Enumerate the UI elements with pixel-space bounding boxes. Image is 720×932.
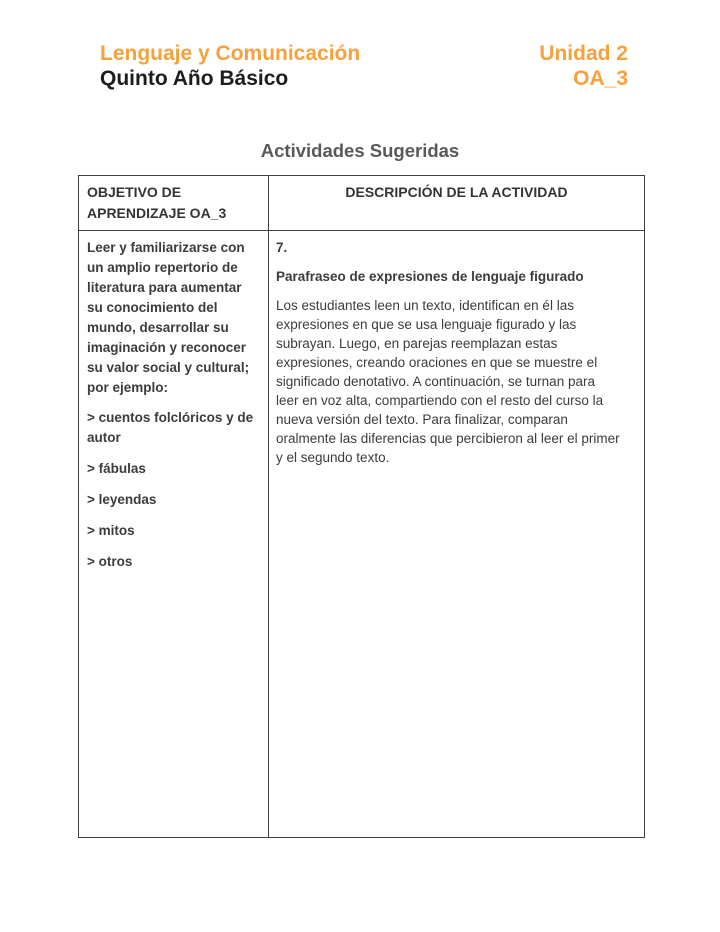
objective-intro-text: Leer y familiarizarse con un amplio repertorio de literatura para aumentar su conocimiento del mundo, desarrollar su imaginación y reconocer su valor social y cultural; por ejemplo: (87, 240, 250, 395)
subject-title: Lenguaje y Comunicación (100, 42, 361, 65)
page-title: Actividades Sugeridas (260, 140, 460, 161)
activity-description-text: Los estudiantes leen un texto, identifican en él las expresiones en que se usa lenguaje figurado y las subrayan. Luego, en parejas reemplazan estas expresiones, creando oraciones en que se muestre el significado denotativo. A continuación, se turnan para leer en voz alta, compartiendo con el resto del curso la nueva versión del texto. Para finalizar, comparan oralmente las diferencias que percibieron al leer el primer y el segundo texto. (276, 298, 620, 465)
column-header-description: DESCRIPCIÓN DE LA ACTIVIDAD (269, 176, 645, 231)
objective-cell (79, 231, 269, 838)
objective-list-item: > leyendas (87, 492, 157, 507)
activity-description-cell (269, 231, 645, 838)
activity-title: Parafraseo de expresiones de lenguaje figurado (276, 269, 584, 284)
activities-table (78, 175, 645, 838)
unit-label: Unidad 2 (539, 42, 628, 65)
table-header-row (79, 176, 645, 231)
activity-number: 7. (276, 240, 288, 255)
table-row (79, 231, 645, 838)
objective-list-item: > mitos (87, 523, 135, 538)
objective-list-item: > otros (87, 554, 133, 569)
column-header-objective: OBJETIVO DE APRENDIZAJE OA_3 (79, 176, 269, 231)
document-header-right (539, 41, 628, 91)
grade-subtitle: Quinto Año Básico (100, 67, 289, 90)
document-header-left (100, 41, 360, 91)
objective-list-item: > cuentos folclóricos y de autor (87, 410, 254, 445)
objective-list-item: > fábulas (87, 461, 146, 476)
oa-code-label: OA_3 (573, 67, 628, 90)
